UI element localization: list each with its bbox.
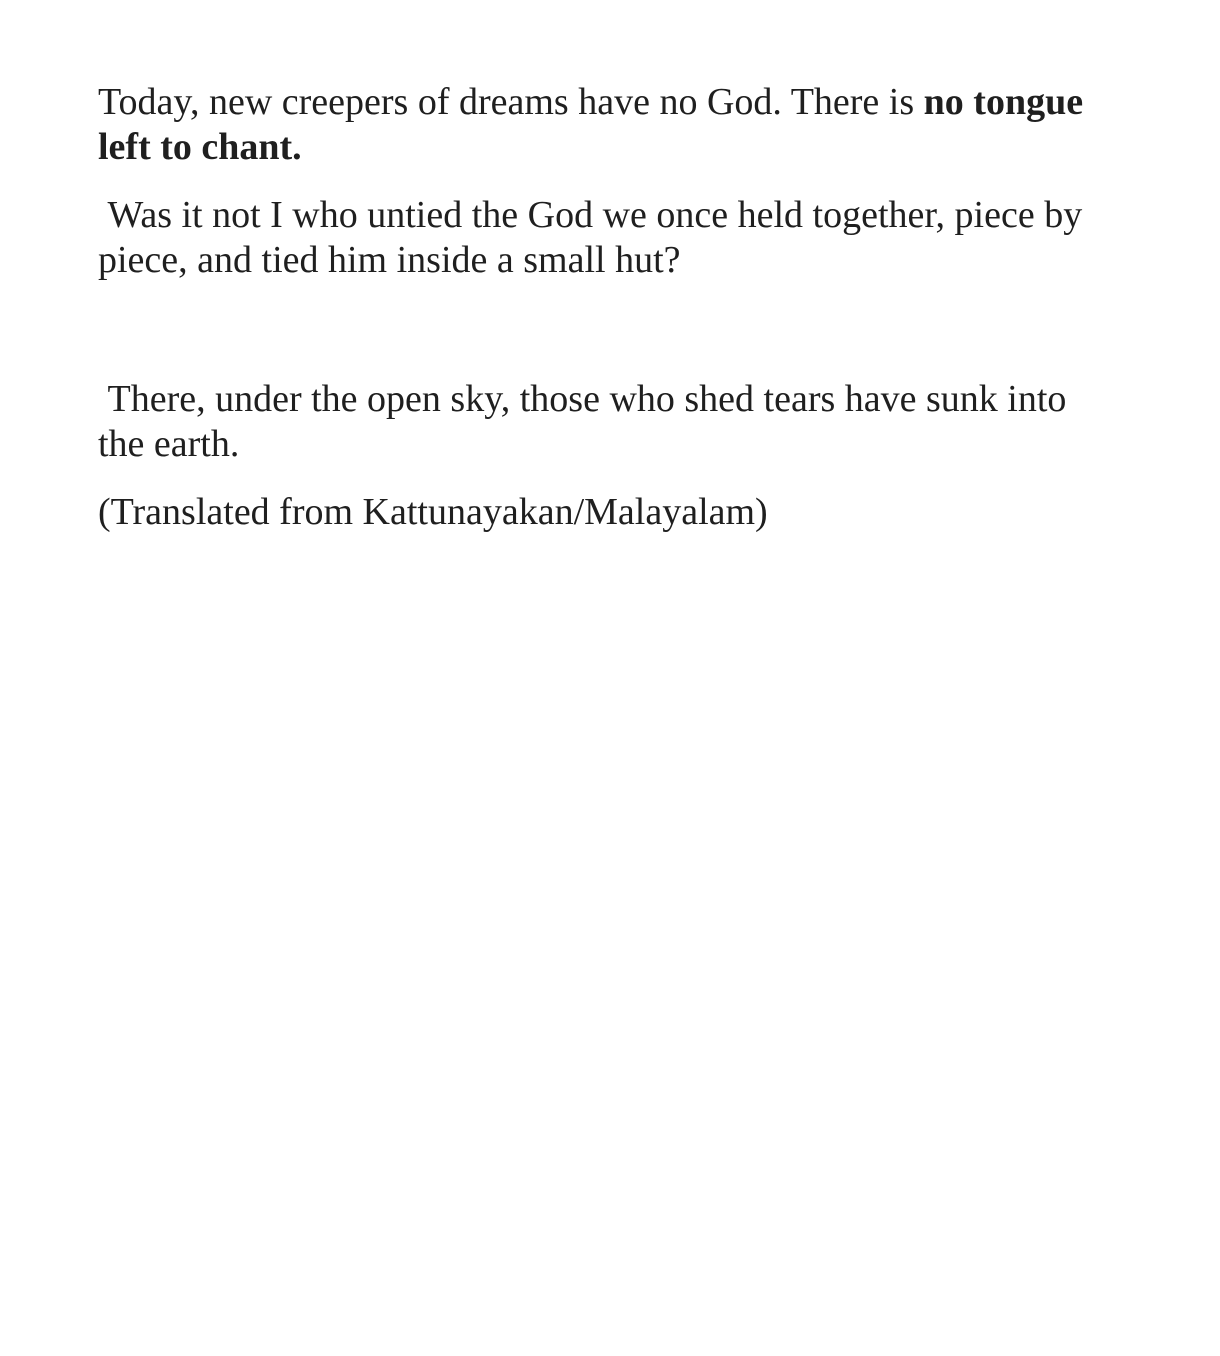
paragraph-2 [98,193,1108,283]
paragraph-3 [98,377,1108,467]
paragraph-2-text: Was it not I who untied the God we once held together, piece by piece, and tied him inside a small hut? [98,194,1092,281]
paragraph-1 [98,80,1108,170]
paragraph-1-text: Today, new creepers of dreams have no God. There is [98,81,924,123]
translation-note [98,490,1108,535]
blank-space [98,283,1108,377]
translation-note-text: (Translated from Kattunayakan/Malayalam) [98,491,768,533]
paragraph-1-bold-text: no tongue left to chant. [98,81,1084,168]
paragraph-3-text: There, under the open sky, those who shed tears have sunk into the earth. [98,378,1076,465]
document-page [98,80,1108,535]
